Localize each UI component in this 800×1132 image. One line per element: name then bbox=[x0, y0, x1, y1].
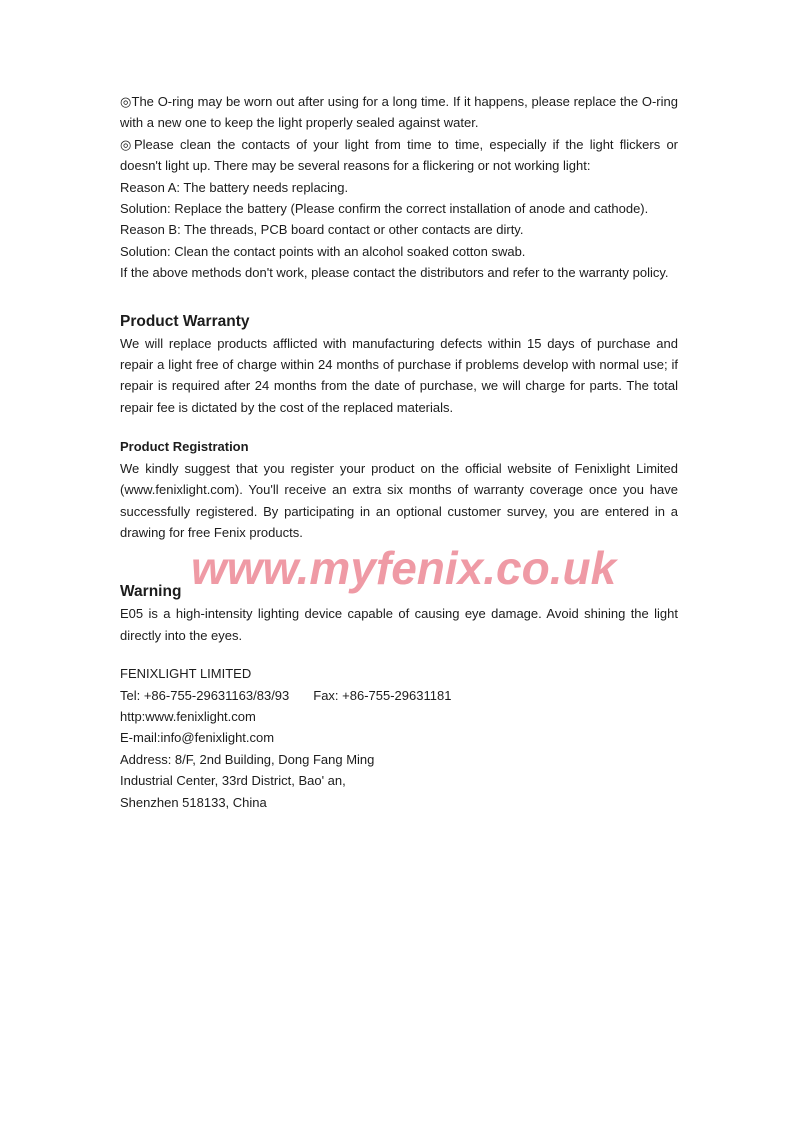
troubleshooting-line-reason-a: Reason A: The battery needs replacing. bbox=[120, 179, 349, 195]
product-registration-body: We kindly suggest that you register your product on the official website of Fenixlight Limited (www.fenixlight.com). You'll receive an extra six months of warranty coverage once you have successfully registered. By participating in an optional customer survey, you are entered in a drawing for free Fenix products. bbox=[120, 460, 678, 540]
email-line: E-mail:info@fenixlight.com bbox=[120, 730, 275, 746]
page-content bbox=[120, 91, 678, 813]
troubleshooting-line-solution-a: Solution: Replace the battery (Please confirm the correct installation of anode and cathode). bbox=[120, 201, 649, 217]
product-registration-heading: Product Registration bbox=[120, 439, 249, 455]
company-name: FENIXLIGHT LIMITED bbox=[120, 666, 252, 682]
website-line: http:www.fenixlight.com bbox=[120, 708, 256, 724]
maintenance-item bbox=[120, 134, 678, 177]
troubleshooting-line-fallback: If the above methods don't work, please contact the distributors and refer to the warranty policy. bbox=[120, 265, 669, 281]
address-line: Address: 8/F, 2nd Building, Dong Fang Ming bbox=[120, 751, 375, 767]
tel-fax-line bbox=[120, 685, 678, 706]
troubleshooting-line-solution-b: Solution: Clean the contact points with an alcohol soaked cotton swab. bbox=[120, 243, 526, 259]
watermark: www.myfenix.co.uk bbox=[191, 542, 617, 594]
warning-heading: Warning bbox=[120, 583, 182, 601]
warning-body: E05 is a high-intensity lighting device capable of causing eye damage. Avoid shining the light directly into the eyes. bbox=[120, 606, 678, 643]
fax-number: Fax: +86-755-29631181 bbox=[313, 687, 452, 703]
address-line: Industrial Center, 33rd District, Bao' an, bbox=[120, 773, 346, 789]
troubleshooting-line-reason-b: Reason B: The threads, PCB board contact or other contacts are dirty. bbox=[120, 222, 524, 238]
tel-number: Tel: +86-755-29631163/83/93 bbox=[120, 687, 290, 703]
bullseye-bullet-icon: ◎ bbox=[120, 94, 132, 109]
product-warranty-heading: Product Warranty bbox=[120, 312, 250, 330]
bullseye-bullet-icon: ◎ bbox=[120, 136, 134, 152]
maintenance-item-text: Please clean the contacts of your light from time to time, especially if the light flickers or doesn't light up. There may be several reasons for a flickering or not working light: bbox=[120, 136, 678, 174]
maintenance-item-text: The O-ring may be worn out after using for a long time. If it happens, please replace the O-ring with a new one to keep the light properly sealed against water. bbox=[120, 94, 678, 131]
maintenance-item bbox=[120, 91, 678, 134]
contact-block bbox=[120, 663, 678, 813]
product-warranty-body: We will replace products afflicted with manufacturing defects within 15 days of purchase and repair a light free of charge within 24 months of purchase if problems develop with normal use; if repair is required after 24 months from the date of purchase, we will charge for parts. The total repair fee is dictated by the cost of the replaced materials. bbox=[120, 335, 678, 415]
address-line: Shenzhen 518133, China bbox=[120, 794, 267, 810]
